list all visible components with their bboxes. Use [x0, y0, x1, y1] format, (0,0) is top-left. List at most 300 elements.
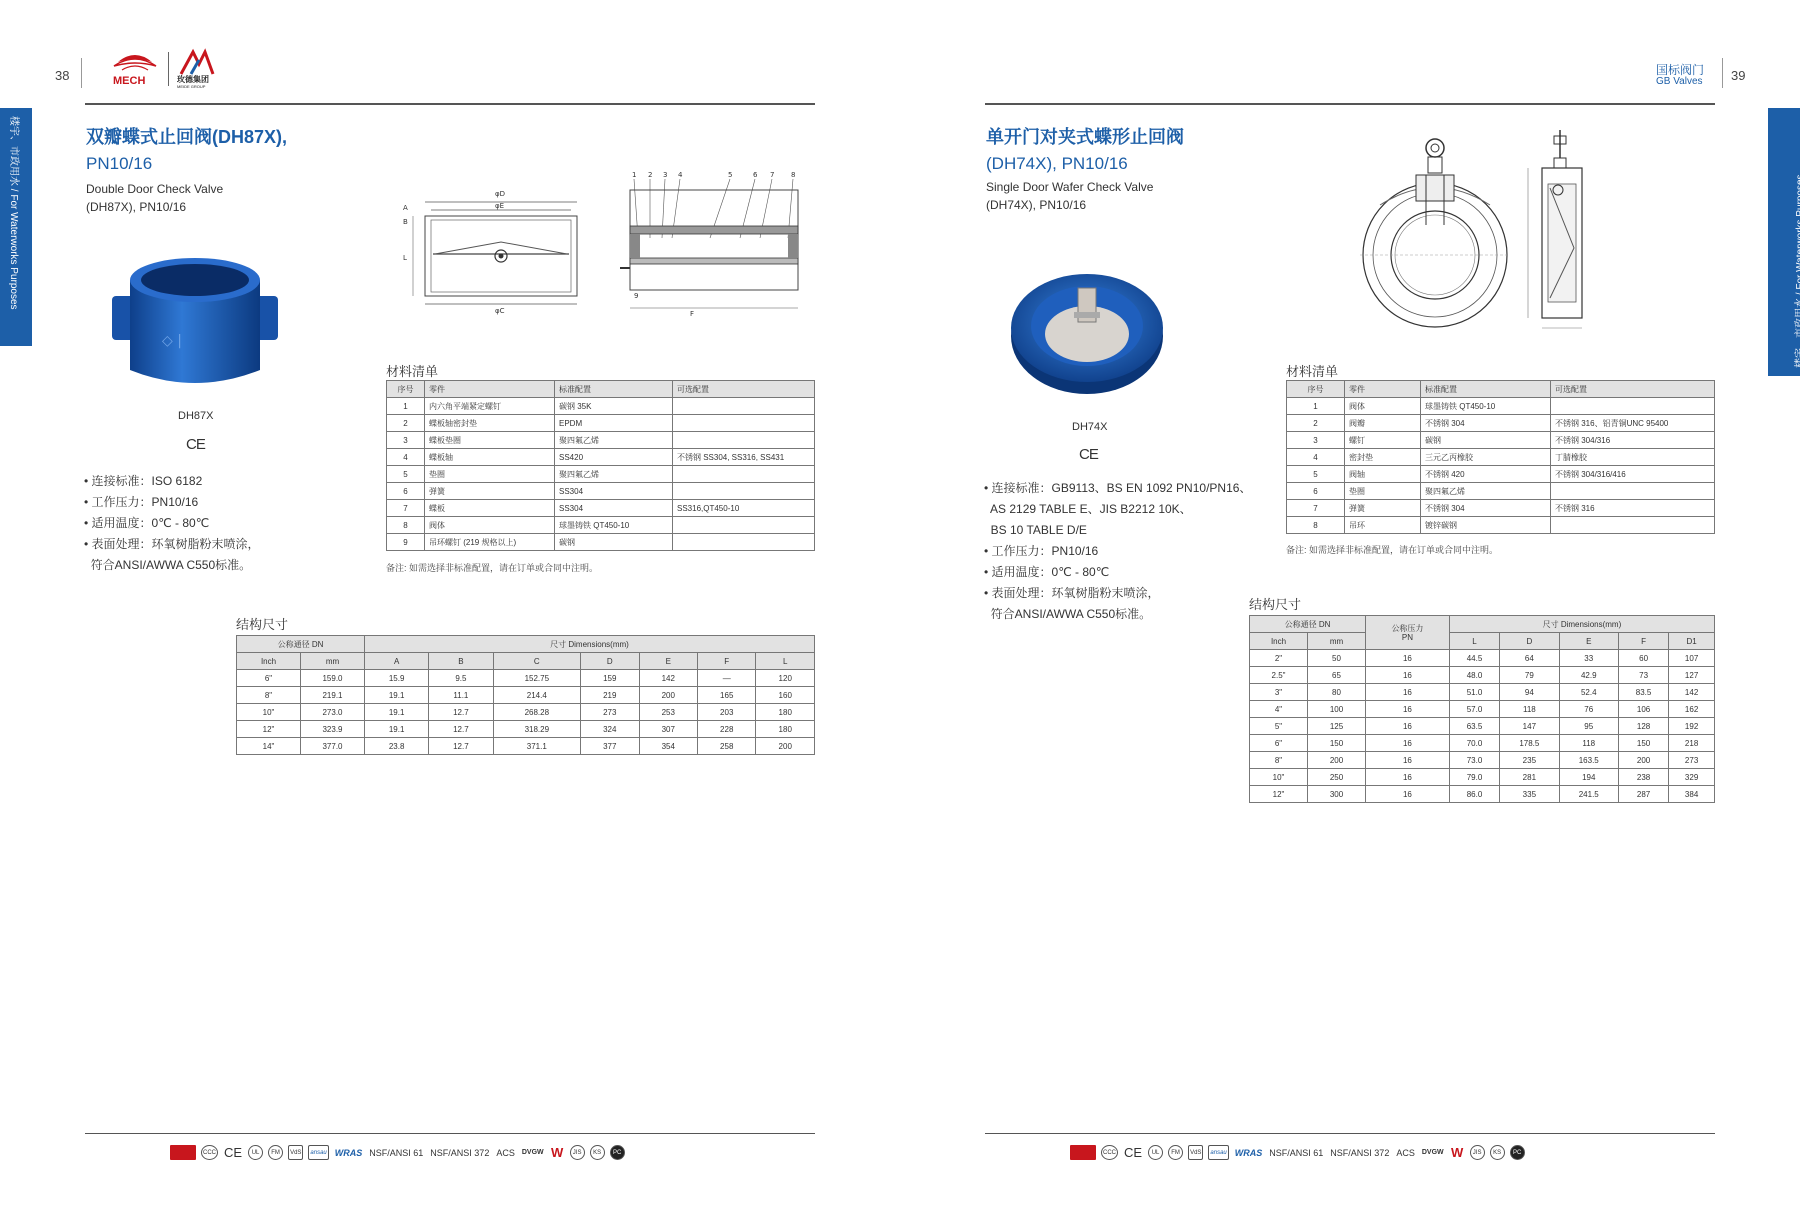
- table-cell: 阀体: [1345, 398, 1421, 415]
- cert-ccc-icon: CCC: [1101, 1145, 1118, 1160]
- table-cell: 5: [1287, 466, 1345, 483]
- table-cell: 聚四氟乙烯: [555, 466, 673, 483]
- table-cell: D: [1500, 633, 1559, 650]
- table-cell: 273: [581, 704, 639, 721]
- table-cell: 碳钢 35K: [555, 398, 673, 415]
- table-cell: 180: [756, 721, 815, 738]
- spec-item: BS 10 TABLE D/E: [984, 523, 1087, 537]
- table-cell: 228: [698, 721, 756, 738]
- table-row: [387, 534, 815, 551]
- table-cell: 160: [756, 687, 815, 704]
- table-cell: 6: [1287, 483, 1345, 500]
- table-cell: 6": [1250, 735, 1308, 752]
- table-cell: 159: [581, 670, 639, 687]
- table-cell: 106: [1618, 701, 1668, 718]
- table-cell: [673, 483, 815, 500]
- spec-item: • 表面处理：环氧树脂粉末喷涂，: [84, 537, 260, 551]
- mech-logo-icon: [110, 48, 160, 76]
- table-cell: 80: [1308, 684, 1366, 701]
- table-cell: 142: [1669, 684, 1715, 701]
- dh87x-photo: [110, 250, 282, 390]
- col-header: 标准配置: [1421, 381, 1551, 398]
- cert-nsf61-icon: NSF/ANSI 61: [369, 1147, 424, 1158]
- table-cell: EPDM: [555, 415, 673, 432]
- meide-logo-icon: [177, 48, 217, 76]
- svg-text:◇ |: ◇ |: [162, 333, 182, 349]
- table-cell: 不锈钢 420: [1421, 466, 1551, 483]
- table-cell: 147: [1500, 718, 1559, 735]
- table-cell: 镀锌碳钢: [1421, 517, 1551, 534]
- right-side-tab: [1768, 108, 1806, 376]
- table-cell: 60: [1618, 650, 1668, 667]
- table-cell: 16: [1366, 684, 1450, 701]
- table-cell: 76: [1559, 701, 1618, 718]
- table-cell: 球墨铸铁 QT450-10: [1421, 398, 1551, 415]
- col-group-header: 公称通径 DN: [237, 636, 365, 653]
- table-cell: 3": [1250, 684, 1308, 701]
- table-cell: 5": [1250, 718, 1308, 735]
- table-cell: 蝶板轴: [425, 449, 555, 466]
- cert-vds-icon: VdS: [1188, 1145, 1203, 1160]
- table-row: [1250, 667, 1715, 684]
- table-cell: 1: [387, 398, 425, 415]
- cert-nsf61-icon: NSF/ANSI 61: [1269, 1147, 1324, 1158]
- left-title-cn: 双瓣蝶式止回阀(DH87X),: [86, 127, 288, 147]
- table-cell: 5: [387, 466, 425, 483]
- table-cell: 200: [1308, 752, 1366, 769]
- part-callout-9: 9: [634, 292, 639, 300]
- right-ce-mark: CE: [1079, 446, 1098, 463]
- table-cell: 273.0: [301, 704, 365, 721]
- table-row: [1250, 701, 1715, 718]
- spec-item: AS 2129 TABLE E、JIS B2212 10K、: [984, 502, 1192, 516]
- table-cell: 258: [698, 738, 756, 755]
- table-cell: L: [1449, 633, 1499, 650]
- table-cell: 4: [387, 449, 425, 466]
- table-cell: 83.5: [1618, 684, 1668, 701]
- part-callout-7: 7: [770, 171, 775, 179]
- table-cell: 不锈钢 SS304, SS316, SS431: [673, 449, 815, 466]
- table-cell: 6: [387, 483, 425, 500]
- table-cell: 48.0: [1449, 667, 1499, 684]
- table-cell: [1551, 398, 1715, 415]
- table-cell: 内六角平端紧定螺钉: [425, 398, 555, 415]
- table-cell: 162: [1669, 701, 1715, 718]
- cert-jis-icon: JIS: [570, 1145, 585, 1160]
- table-cell: [673, 517, 815, 534]
- table-cell: 200: [1618, 752, 1668, 769]
- table-cell: 弹簧: [1345, 500, 1421, 517]
- table-row: [1287, 483, 1715, 500]
- table-row: [1250, 684, 1715, 701]
- drawing-label-b: B: [403, 218, 408, 226]
- drawing-label-a: A: [403, 204, 408, 212]
- drawing-label-e: φE: [495, 202, 505, 210]
- table-cell: 蝶板: [425, 500, 555, 517]
- table-cell: 16: [1366, 786, 1450, 803]
- table-cell: 8": [1250, 752, 1308, 769]
- table-cell: SS316,QT450-10: [673, 500, 815, 517]
- table-cell: mm: [1308, 633, 1366, 650]
- table-cell: 203: [698, 704, 756, 721]
- table-cell: 吊环螺钉 (219 规格以上): [425, 534, 555, 551]
- table-cell: 63.5: [1449, 718, 1499, 735]
- table-cell: 273: [1669, 752, 1715, 769]
- right-title-cn: 单开门对夹式蝶形止回阀: [986, 127, 1184, 147]
- table-cell: 128: [1618, 718, 1668, 735]
- cert-w-icon: W: [550, 1145, 564, 1160]
- table-cell: 三元乙丙橡胶: [1421, 449, 1551, 466]
- table-cell: 150: [1308, 735, 1366, 752]
- table-cell: 79.0: [1449, 769, 1499, 786]
- table-cell: 94: [1500, 684, 1559, 701]
- table-row: [1287, 432, 1715, 449]
- col-header: 零件: [425, 381, 555, 398]
- right-cert-logos: [1070, 1145, 1525, 1160]
- dh87x-section-drawing: [610, 168, 810, 318]
- part-callout-8: 8: [791, 171, 796, 179]
- table-row: [1250, 735, 1715, 752]
- table-cell: F: [698, 653, 756, 670]
- right-photo-caption: DH74X: [1072, 421, 1108, 433]
- table-cell: 377.0: [301, 738, 365, 755]
- col-header: 序号: [387, 381, 425, 398]
- table-cell: 150: [1618, 735, 1668, 752]
- table-cell: [673, 398, 815, 415]
- table-cell: 螺钉: [1345, 432, 1421, 449]
- left-ce-mark: CE: [186, 436, 205, 453]
- table-cell: 16: [1366, 735, 1450, 752]
- drawing-label-f: F: [690, 310, 695, 318]
- table-cell: 107: [1669, 650, 1715, 667]
- drawing-label-c: φC: [495, 307, 505, 315]
- table-cell: 384: [1669, 786, 1715, 803]
- table-cell: 不锈钢 304: [1421, 500, 1551, 517]
- left-dimensions-table: [236, 635, 815, 755]
- cert-ks-icon: KS: [1490, 1145, 1505, 1160]
- table-cell: 蝶板垫圈: [425, 432, 555, 449]
- left-page-number: 38: [55, 68, 70, 83]
- cert-wras-icon: WRAS: [334, 1147, 363, 1158]
- cert-dvgw-icon: DVGW: [1421, 1149, 1444, 1156]
- table-cell: D: [581, 653, 639, 670]
- table-cell: 10": [237, 704, 301, 721]
- table-cell: 127: [1669, 667, 1715, 684]
- table-cell: 100: [1308, 701, 1366, 718]
- table-cell: 238: [1618, 769, 1668, 786]
- table-cell: 118: [1500, 701, 1559, 718]
- part-callout-1: 1: [632, 171, 637, 179]
- right-spec-list: [984, 478, 1251, 625]
- table-cell: 200: [639, 687, 697, 704]
- table-cell: 16: [1366, 752, 1450, 769]
- table-cell: [673, 415, 815, 432]
- table-cell: 120: [756, 670, 815, 687]
- part-callout-3: 3: [663, 171, 668, 179]
- table-row: [1250, 650, 1715, 667]
- table-cell: [673, 534, 815, 551]
- right-title-pn: (DH74X), PN10/16: [986, 154, 1128, 173]
- table-cell: 159.0: [301, 670, 365, 687]
- table-row: [237, 687, 815, 704]
- pn-header-line: PN: [1401, 632, 1413, 642]
- table-cell: 碳钢: [1421, 432, 1551, 449]
- table-cell: 214.4: [493, 687, 581, 704]
- table-row: [237, 670, 815, 687]
- table-row: [387, 415, 815, 432]
- table-row: [387, 500, 815, 517]
- table-cell: 19.1: [365, 704, 429, 721]
- table-cell: 16: [1366, 701, 1450, 718]
- table-cell: 268.28: [493, 704, 581, 721]
- table-row: [237, 738, 815, 755]
- table-cell: 287: [1618, 786, 1668, 803]
- table-cell: 阀瓣: [1345, 415, 1421, 432]
- table-cell: 12.7: [429, 704, 493, 721]
- table-cell: 57.0: [1449, 701, 1499, 718]
- table-cell: 16: [1366, 718, 1450, 735]
- left-side-tab-label: 楼宇、市政用水 / For Waterworks Purposes: [8, 116, 19, 310]
- cert-ansau-icon: ansau: [308, 1145, 328, 1160]
- cert-acs-icon: ACS: [496, 1147, 515, 1158]
- table-cell: 16: [1366, 650, 1450, 667]
- table-row: [1287, 500, 1715, 517]
- table-row: [387, 432, 815, 449]
- table-cell: 50: [1308, 650, 1366, 667]
- table-cell: 密封垫: [1345, 449, 1421, 466]
- table-row: [1287, 517, 1715, 534]
- cert-pc-icon: PC: [1510, 1145, 1525, 1160]
- table-cell: 73: [1618, 667, 1668, 684]
- cert-w-icon: W: [1450, 1145, 1464, 1160]
- table-cell: 219: [581, 687, 639, 704]
- col-group-header: 尺寸 Dimensions(mm): [1449, 616, 1714, 633]
- mech-logo: [110, 48, 160, 88]
- right-materials-title: 材料清单: [1286, 364, 1339, 379]
- cert-dvgw-icon: DVGW: [521, 1149, 544, 1156]
- table-cell: 蝶板轴密封垫: [425, 415, 555, 432]
- spec-item: • 适用温度：0℃ - 80℃: [984, 565, 1110, 579]
- table-row: [1250, 786, 1715, 803]
- table-cell: 241.5: [1559, 786, 1618, 803]
- right-side-tab-label: 楼宇、市政用水 / For Waterworks Purposes: [1795, 174, 1806, 368]
- table-cell: 19.1: [365, 721, 429, 738]
- spec-item: 符合ANSI/AWWA C550标准。: [84, 558, 252, 572]
- table-cell: 19.1: [365, 687, 429, 704]
- table-cell: 86.0: [1449, 786, 1499, 803]
- table-cell: 250: [1308, 769, 1366, 786]
- col-header: 序号: [1287, 381, 1345, 398]
- left-materials-note: 备注: 如需选择非标准配置，请在订单或合同中注明。: [386, 563, 599, 573]
- left-materials-title: 材料清单: [386, 364, 439, 379]
- col-header: 可选配置: [673, 381, 815, 398]
- right-materials-note: 备注: 如需选择非标准配置，请在订单或合同中注明。: [1286, 545, 1499, 555]
- table-cell: 12.7: [429, 738, 493, 755]
- cert-ccc-icon: CCC: [201, 1145, 218, 1160]
- table-cell: 碳钢: [555, 534, 673, 551]
- table-cell: 178.5: [1500, 735, 1559, 752]
- table-cell: Inch: [1250, 633, 1308, 650]
- table-cell: 不锈钢 304/316: [1551, 432, 1715, 449]
- table-cell: 14": [237, 738, 301, 755]
- table-cell: 329: [1669, 769, 1715, 786]
- table-cell: D1: [1669, 633, 1715, 650]
- table-cell: 11.1: [429, 687, 493, 704]
- table-cell: —: [698, 670, 756, 687]
- table-cell: 7: [1287, 500, 1345, 517]
- table-cell: 180: [756, 704, 815, 721]
- table-cell: 79: [1500, 667, 1559, 684]
- table-cell: mm: [301, 653, 365, 670]
- table-cell: 165: [698, 687, 756, 704]
- table-cell: B: [429, 653, 493, 670]
- cert-ansau-icon: ansau: [1208, 1145, 1228, 1160]
- table-cell: SS304: [555, 500, 673, 517]
- table-row: [387, 398, 815, 415]
- col-group-header: 尺寸 Dimensions(mm): [365, 636, 815, 653]
- table-row: [1250, 769, 1715, 786]
- table-cell: 8: [387, 517, 425, 534]
- table-cell: 阀体: [425, 517, 555, 534]
- table-cell: 2: [387, 415, 425, 432]
- table-cell: 194: [1559, 769, 1618, 786]
- table-cell: 不锈钢 304/316/416: [1551, 466, 1715, 483]
- table-cell: 12": [1250, 786, 1308, 803]
- spec-item: • 适用温度：0℃ - 80℃: [84, 516, 210, 530]
- table-row: [237, 704, 815, 721]
- left-side-tab: [0, 108, 32, 346]
- table-cell: 44.5: [1449, 650, 1499, 667]
- col-header: 零件: [1345, 381, 1421, 398]
- table-row: [387, 466, 815, 483]
- table-cell: 95: [1559, 718, 1618, 735]
- table-cell: 9: [387, 534, 425, 551]
- dh74x-side-drawing: [1520, 128, 1592, 338]
- table-row: [1287, 466, 1715, 483]
- table-row: [387, 517, 815, 534]
- cert-fm-icon: FM: [268, 1145, 283, 1160]
- left-cert-logos: [170, 1145, 625, 1160]
- table-row: [387, 483, 815, 500]
- table-cell: 64: [1500, 650, 1559, 667]
- table-cell: 200: [756, 738, 815, 755]
- group-name: 玫德集团: [177, 75, 209, 84]
- table-cell: 323.9: [301, 721, 365, 738]
- table-cell: 3: [387, 432, 425, 449]
- table-cell: 2.5": [1250, 667, 1308, 684]
- table-cell: 377: [581, 738, 639, 755]
- pn-header-line: 公称压力: [1391, 623, 1424, 633]
- part-callout-4: 4: [678, 171, 683, 179]
- cert-nsf372-icon: NSF/ANSI 372: [430, 1147, 490, 1158]
- cert-pc-icon: PC: [610, 1145, 625, 1160]
- table-cell: 23.8: [365, 738, 429, 755]
- table-cell: 163.5: [1559, 752, 1618, 769]
- table-cell: 51.0: [1449, 684, 1499, 701]
- cert-ce-icon: CE: [224, 1145, 243, 1160]
- left-title-pn: PN10/16: [86, 154, 153, 173]
- table-cell: 335: [1500, 786, 1559, 803]
- table-cell: 弹簧: [425, 483, 555, 500]
- drawing-label-l: L: [403, 254, 407, 262]
- table-row: [387, 449, 815, 466]
- table-cell: 球墨铸铁 QT450-10: [555, 517, 673, 534]
- dh74x-front-drawing: [1360, 130, 1510, 335]
- spec-item: 符合ANSI/AWWA C550标准。: [984, 607, 1152, 621]
- brand-badge-icon: [170, 1145, 196, 1160]
- table-cell: 118: [1559, 735, 1618, 752]
- cert-ul-icon: UL: [1148, 1145, 1163, 1160]
- cert-fm-icon: FM: [1168, 1145, 1183, 1160]
- cert-acs-icon: ACS: [1396, 1147, 1415, 1158]
- cert-ul-icon: UL: [248, 1145, 263, 1160]
- table-cell: 聚四氟乙烯: [555, 432, 673, 449]
- table-cell: 152.75: [493, 670, 581, 687]
- table-cell: 219.1: [301, 687, 365, 704]
- table-cell: L: [756, 653, 815, 670]
- right-subtitle-en-2: (DH74X), PN10/16: [986, 198, 1087, 212]
- left-materials-table: [386, 380, 815, 551]
- table-header-row: [1287, 381, 1715, 398]
- cert-nsf372-icon: NSF/ANSI 372: [1330, 1147, 1390, 1158]
- col-header: 标准配置: [555, 381, 673, 398]
- table-row: [1250, 752, 1715, 769]
- col-group-header: 公称通径 DN: [1250, 616, 1366, 633]
- table-row: [1287, 415, 1715, 432]
- right-page-number: 39: [1731, 68, 1746, 83]
- table-row: [1287, 449, 1715, 466]
- right-dimensions-table: [1249, 615, 1715, 803]
- table-cell: SS420: [555, 449, 673, 466]
- table-header-row: [237, 653, 815, 670]
- table-cell: 6": [237, 670, 301, 687]
- table-cell: 42.9: [1559, 667, 1618, 684]
- table-cell: 7: [387, 500, 425, 517]
- table-cell: 52.4: [1559, 684, 1618, 701]
- table-cell: F: [1618, 633, 1668, 650]
- dh87x-front-drawing: [395, 180, 590, 315]
- table-cell: 318.29: [493, 721, 581, 738]
- brand-badge-icon: [1070, 1145, 1096, 1160]
- table-cell: 65: [1308, 667, 1366, 684]
- table-cell: A: [365, 653, 429, 670]
- right-dimensions-title: 结构尺寸: [1249, 597, 1302, 612]
- spec-item: • 表面处理：环氧树脂粉末喷涂，: [984, 586, 1160, 600]
- table-cell: 70.0: [1449, 735, 1499, 752]
- cert-ks-icon: KS: [590, 1145, 605, 1160]
- table-cell: SS304: [555, 483, 673, 500]
- table-cell: 8: [1287, 517, 1345, 534]
- table-cell: 307: [639, 721, 697, 738]
- cert-ce-icon: CE: [1124, 1145, 1143, 1160]
- spec-item: • 工作压力：PN10/16: [84, 495, 199, 509]
- table-cell: 16: [1366, 769, 1450, 786]
- table-cell: 不锈钢 304: [1421, 415, 1551, 432]
- table-header-row: [1250, 633, 1715, 650]
- right-header-cn: 国标阀门: [1656, 63, 1705, 77]
- table-cell: [1551, 483, 1715, 500]
- table-cell: [673, 432, 815, 449]
- table-cell: 2": [1250, 650, 1308, 667]
- table-cell: [673, 466, 815, 483]
- table-cell: 2: [1287, 415, 1345, 432]
- table-cell: C: [493, 653, 581, 670]
- table-cell: 4: [1287, 449, 1345, 466]
- mech-logo-text: MECH: [113, 75, 146, 87]
- table-cell: E: [1559, 633, 1618, 650]
- cert-vds-icon: VdS: [288, 1145, 303, 1160]
- table-cell: 73.0: [1449, 752, 1499, 769]
